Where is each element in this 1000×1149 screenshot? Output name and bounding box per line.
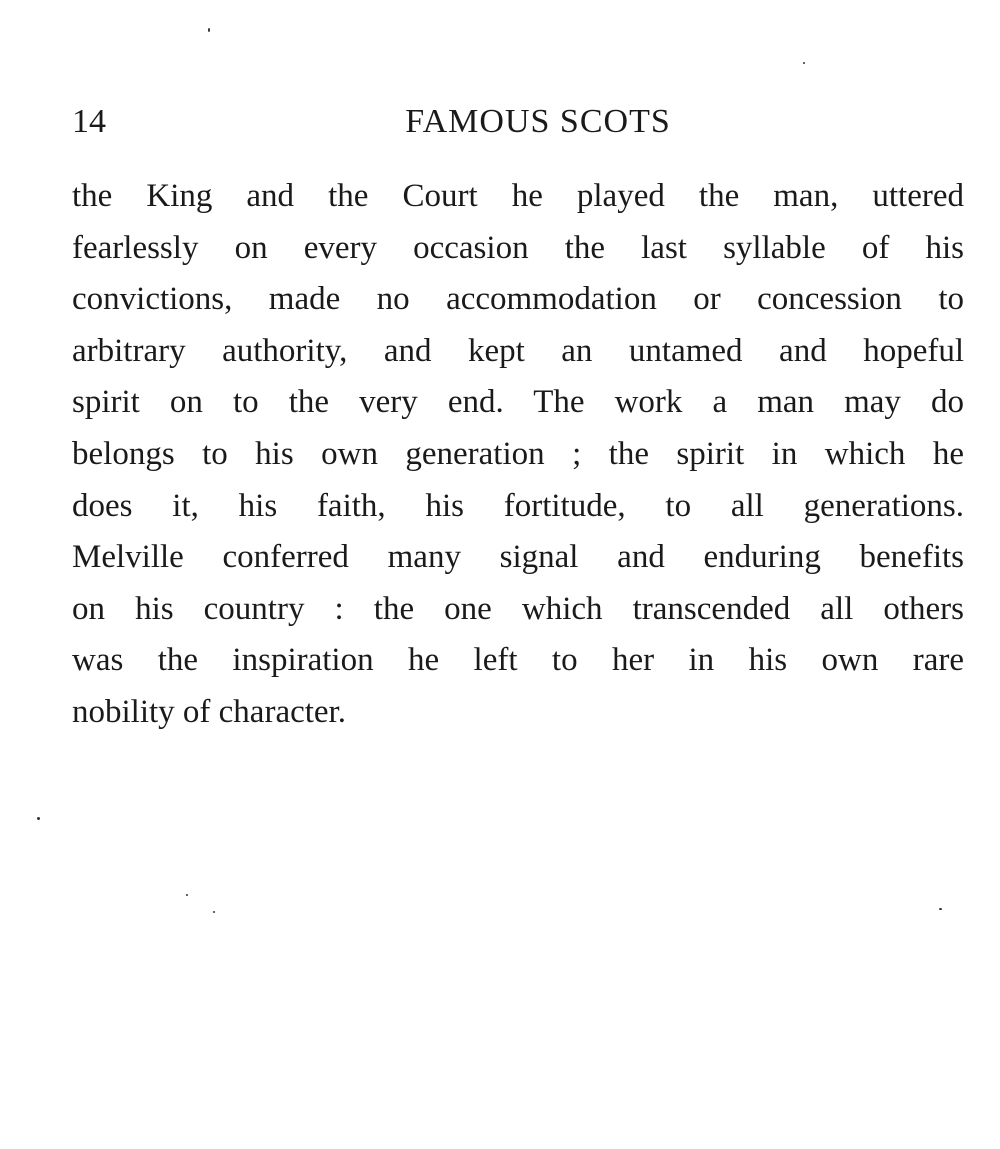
text-line: the King and the Court he played the man, uttered bbox=[72, 178, 964, 214]
text-line: convictions, made no accommodation or concession to bbox=[72, 281, 964, 318]
scan-speck bbox=[186, 894, 188, 896]
scan-speck bbox=[803, 62, 805, 64]
text-line-last: nobility of character. bbox=[72, 693, 346, 730]
text-line: was the inspiration he left to her in his own rare bbox=[72, 642, 964, 679]
text-line: Melville conferred many signal and enduring benefits bbox=[72, 539, 964, 576]
text-line: belongs to his own generation ; the spirit in which he bbox=[72, 435, 964, 472]
scan-speck bbox=[208, 28, 210, 32]
text-line: spirit on to the very end. The work a man may do bbox=[72, 384, 964, 421]
page-number: 14 bbox=[72, 103, 106, 140]
text-line: on his country : the one which transcended all others bbox=[72, 590, 964, 627]
text-line: fearlessly on every occasion the last syllable of his bbox=[72, 229, 964, 266]
scan-speck bbox=[37, 817, 40, 820]
text-line: does it, his faith, his fortitude, to all generations. bbox=[72, 487, 964, 524]
scan-speck bbox=[213, 911, 215, 913]
running-title: FAMOUS SCOTS bbox=[405, 103, 671, 140]
scan-speck bbox=[939, 908, 942, 910]
body-paragraph bbox=[72, 171, 964, 739]
page-header bbox=[72, 100, 964, 144]
text-line: arbitrary authority, and kept an untamed and hopeful bbox=[72, 332, 964, 369]
